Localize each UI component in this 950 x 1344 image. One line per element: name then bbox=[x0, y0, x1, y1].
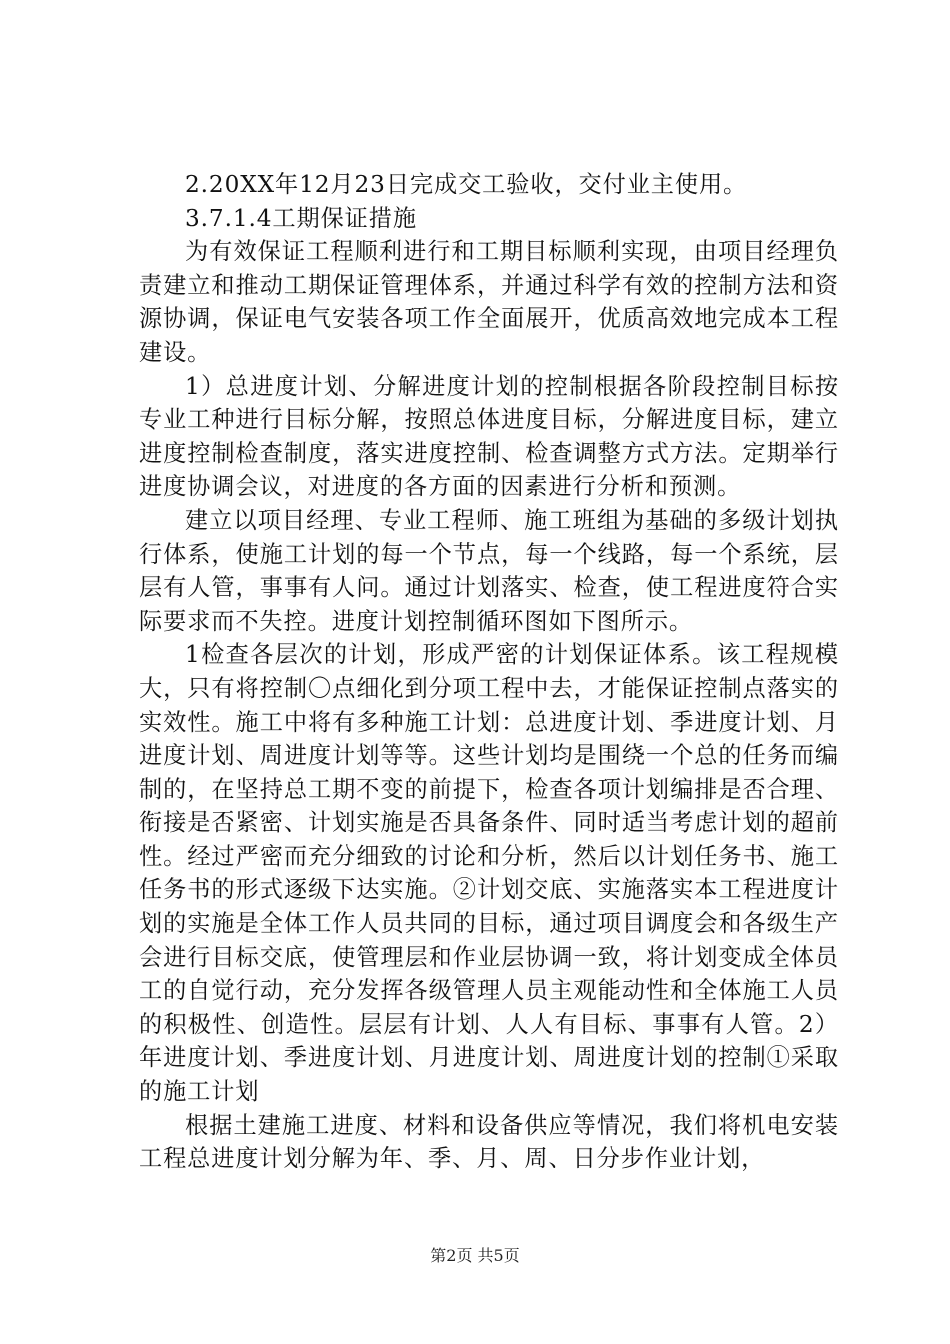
paragraph-completion-date: 2.20XX年12月23日完成交工验收，交付业主使用。 bbox=[185, 171, 748, 198]
document-body bbox=[139, 168, 839, 1176]
section-heading-schedule-guarantee: 3.7.1.4工期保证措施 bbox=[185, 204, 417, 232]
paragraph-schedule-breakdown: 根据土建施工进度、材料和设备供应等情况，我们将机电安装工程总进度计划分解为年、季、月、周、日分步作业计划， bbox=[139, 1111, 839, 1173]
paragraph-plan-execution-system: 建立以项目经理、专业工程师、施工班组为基础的多级计划执行体系，使施工计划的每一个节点，每一个线路，每一个系统，层层有人管，事事有人问。通过计划落实、检查，使工程进度符合实际要求而不失控。进度计划控制循环图如下图所示。 bbox=[139, 506, 839, 635]
paragraph-master-schedule-control: 1）总进度计划、分解进度计划的控制根据各阶段控制目标按专业工种进行目标分解，按照总体进度目标，分解进度目标，建立进度控制检查制度，落实进度控制、检查调整方式方法。定期举行进度协调会议，对进度的各方面的因素进行分析和预测。 bbox=[139, 372, 839, 501]
paragraph-plan-check-and-briefing: 1检查各层次的计划，形成严密的计划保证体系。该工程规模大，只有将控制〇点细化到分项工程中去，才能保证控制点落实的实效性。施工中将有多种施工计划：总进度计划、季进度计划、月进度计划、周进度计划等等。这些计划均是围绕一个总的任务而编制的，在坚持总工期不变的前提下，检查各项计划编排是否合理、衔接是否紧密、计划实施是否具备条件、同时适当考虑计划的超前性。经过严密而充分细致的讨论和分析，然后以计划任务书、施工任务书的形式逐级下达实施。②计划交底、实施落实本工程进度计划的实施是全体工作人员共同的目标，通过项目调度会和各级生产会进行目标交底，使管理层和作业层协调一致，将计划变成全体员工的自觉行动，充分发挥各级管理人员主观能动性和全体施工人员的积极性、创造性。层层有计划、人人有目标、事事有人管。2）年进度计划、季进度计划、月进度计划、周进度计划的控制①采取的施工计划 bbox=[139, 641, 839, 1106]
paragraph-intro: 为有效保证工程顺利进行和工期目标顺利实现，由项目经理负责建立和推动工期保证管理体系，并通过科学有效的控制方法和资源协调，保证电气安装各项工作全面展开，优质高效地完成本工程建设。 bbox=[139, 238, 839, 366]
page-footer: 第2页 共5页 bbox=[430, 1246, 520, 1265]
